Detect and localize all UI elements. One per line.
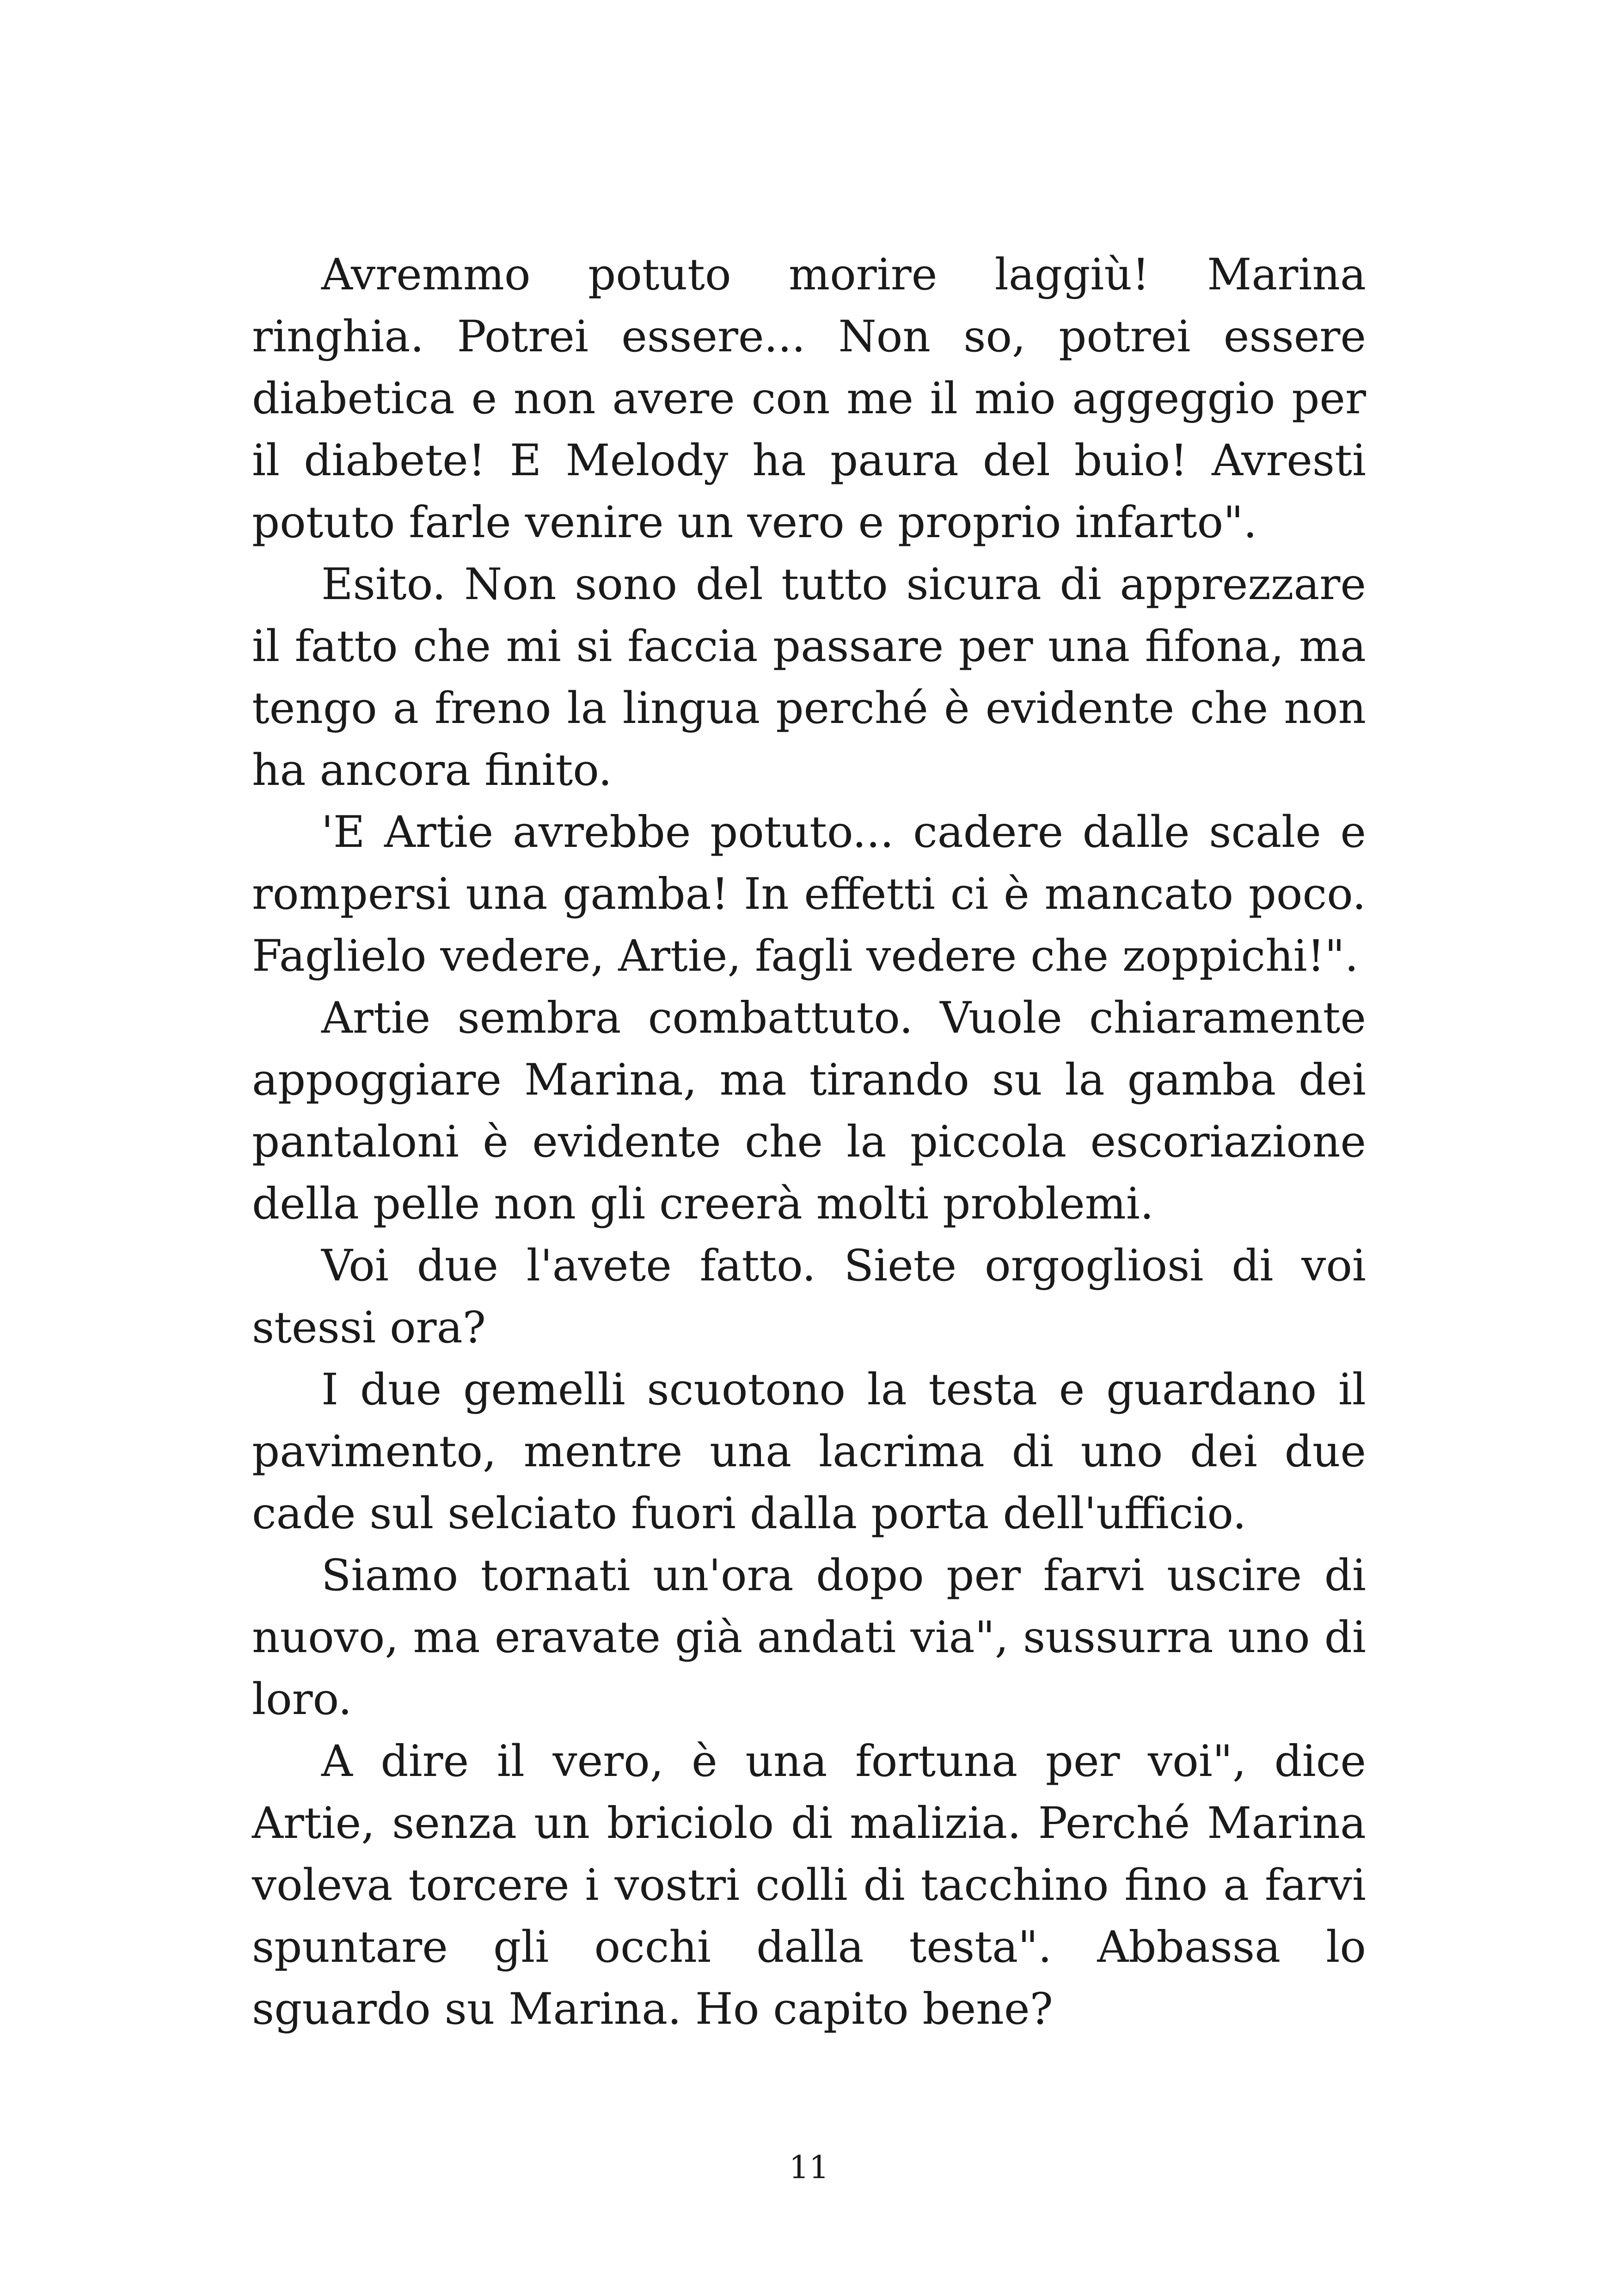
paragraph: Esito. Non sono del tutto sicura di apprezzare il fatto che mi si faccia passare per una fifona, ma tengo a freno la lingua perché è evidente che non ha ancora finito. bbox=[252, 559, 1366, 796]
paragraph: Voi due l'avete fatto. Siete orgogliosi di voi stessi ora? bbox=[252, 1241, 1366, 1353]
paragraph: 'E Artie avrebbe potuto... cadere dalle scale e rompersi una gamba! In effetti ci è mancato poco. Faglielo vedere, Artie, fagli vedere che zoppichi!". bbox=[252, 807, 1366, 981]
paragraph: Siamo tornati un'ora dopo per farvi uscire di nuovo, ma eravate già andati via", sussurra uno di loro. bbox=[252, 1550, 1366, 1725]
paragraph: Avremmo potuto morire laggiù! Marina ringhia. Potrei essere... Non so, potrei essere diabetica e non avere con me il mio aggeggio per il diabete! E Melody ha paura del buio! Avresti potuto farle venire un vero e proprio infarto". bbox=[252, 250, 1366, 548]
page-number: 11 bbox=[789, 2149, 829, 2186]
paragraph: I due gemelli scuotono la testa e guardano il pavimento, mentre una lacrima di uno dei due cade sul selciato fuori dalla porta dell'ufficio. bbox=[252, 1365, 1366, 1539]
paragraph: Artie sembra combattuto. Vuole chiaramente appoggiare Marina, ma tirando su la gamba dei pantaloni è evidente che la piccola escoriazione della pelle non gli creerà molti problemi. bbox=[252, 993, 1366, 1229]
paragraph: A dire il vero, è una fortuna per voi", dice Artie, senza un briciolo di malizia. Perché Marina voleva torcere i vostri colli di tacchino fino a farvi spuntare gli occhi dalla testa". Abbassa lo sguardo su Marina. Ho capito bene? bbox=[252, 1736, 1366, 2034]
body-text bbox=[252, 244, 1366, 2040]
